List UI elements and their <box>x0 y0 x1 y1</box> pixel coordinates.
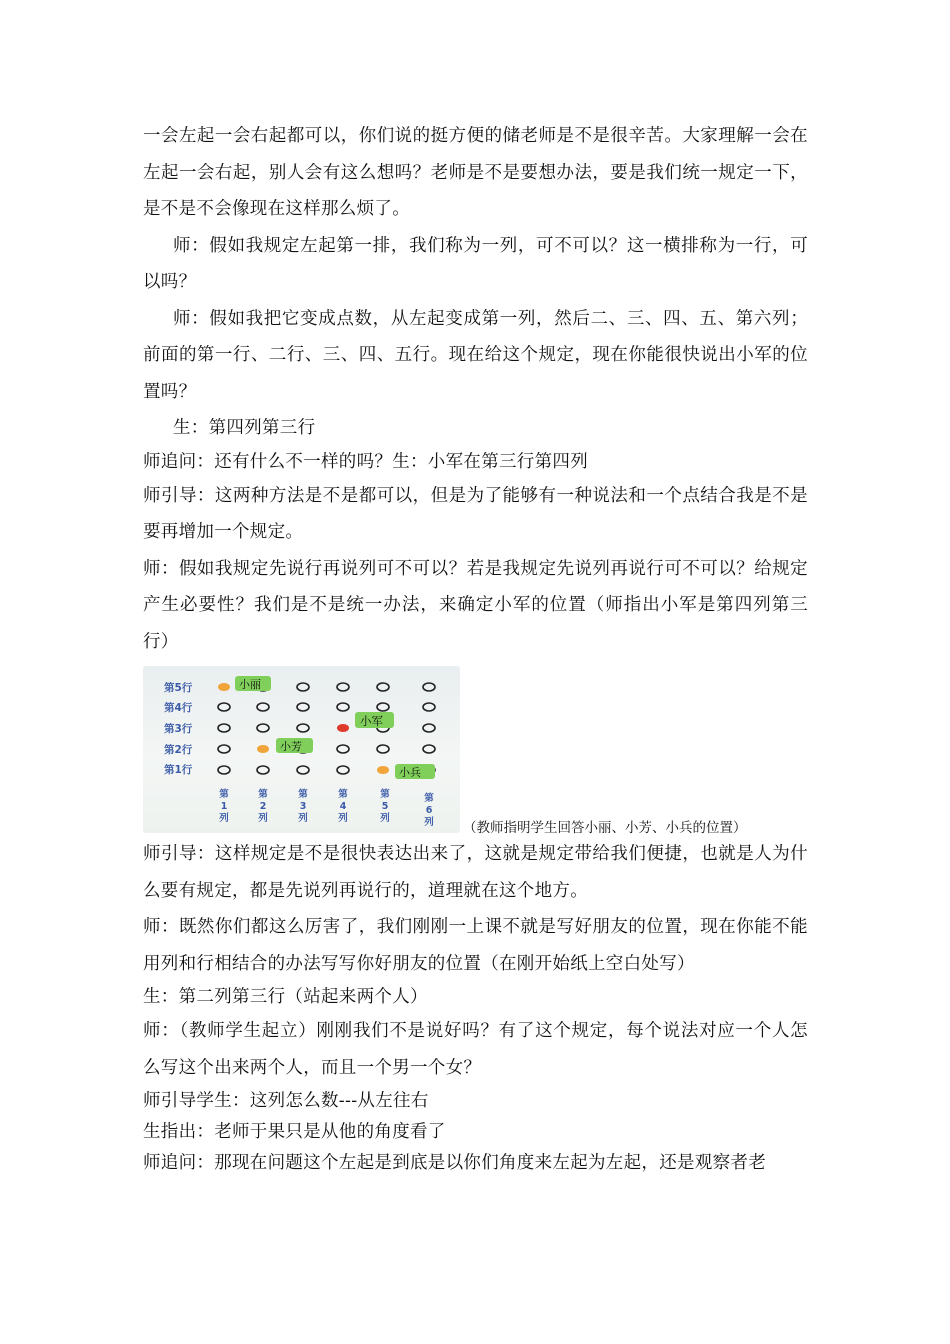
occupied-seat-dot <box>257 745 269 753</box>
name-tag-xiaobing <box>395 764 435 779</box>
paragraph-5: 师引导：这两种方法是不是都可以，但是为了能够有一种说法和一个点结合我是不是要再增加一个规定。 <box>143 485 808 542</box>
empty-seat-circle <box>218 745 230 753</box>
empty-seat-circle <box>257 766 269 774</box>
paragraph-13: 师追问：那现在问题这个左起是到底是以你们角度来左起为左起，还是观察者老 <box>143 1153 766 1173</box>
empty-seat-circle <box>337 703 349 711</box>
paragraph-12: 生指出：老师于果只是从他的角度看了 <box>143 1122 446 1142</box>
seating-grid-diagram <box>143 666 460 833</box>
empty-seat-circle <box>377 703 389 711</box>
empty-seat-circle <box>377 745 389 753</box>
name-tag-xiaofang <box>276 738 313 753</box>
paragraph-2: 师：假如我把它变成点数，从左起变成第一列，然后二、三、四、五、第六列；前面的第一行、二行、三、四、五行。现在给这个规定，现在你能很快说出小军的位置吗？ <box>143 308 808 402</box>
empty-seat-circle <box>423 683 435 691</box>
row-label: 第2行 <box>164 744 193 756</box>
row-label: 第3行 <box>164 723 193 735</box>
column-label: 第 6 列 <box>424 793 434 828</box>
name-tag-xiaoli <box>235 676 271 691</box>
paragraph-7: 师引导：这样规定是不是很快表达出来了，这就是规定带给我们便捷，也就是人为什么要有规定，都是先说列再说行的，道理就在这个地方。 <box>143 844 808 901</box>
paragraph-4: 师追问：还有什么不一样的吗？生：小军在第三行第四列 <box>143 451 588 472</box>
occupied-seat-dot <box>377 766 389 774</box>
figure-row <box>143 666 808 836</box>
empty-seat-circle <box>297 683 309 691</box>
empty-seat-circle <box>257 724 269 732</box>
paragraph-9: 生：第二列第三行（站起来两个人） <box>143 987 428 1007</box>
paragraph-10: 师：（教师学生起立）刚刚我们不是说好吗？有了这个规定，每个说法对应一个人怎么写这个出来两个人，而且一个男一个女？ <box>143 1021 808 1078</box>
empty-seat-circle <box>257 703 269 711</box>
empty-seat-circle <box>218 703 230 711</box>
empty-seat-circle <box>377 683 389 691</box>
figure-caption: （教师指明学生回答小丽、小芳、小兵的位置） <box>463 820 747 836</box>
empty-seat-circle <box>297 766 309 774</box>
column-label: 第 1 列 <box>219 789 229 824</box>
row-label: 第1行 <box>164 764 193 776</box>
paragraph-0: 一会左起一会右起都可以，你们说的挺方便的储老师是不是很辛苦。大家理解一会在左起一会右起，别人会有这么想吗？老师是不是要想办法，要是我们统一规定一下，是不是不会像现在这样那么烦了。 <box>143 126 808 219</box>
paragraph-6: 师：假如我规定先说行再说列可不可以？若是我规定先说列再说行可不可以？给规定产生必要性？我们是不是统一办法，来确定小军的位置（师指出小军是第四列第三行） <box>143 558 808 652</box>
column-label: 第 2 列 <box>258 789 268 824</box>
name-tag-xiaojun <box>355 712 394 728</box>
name-tag-text: 小军 <box>360 714 383 728</box>
document-page <box>143 118 808 1179</box>
occupied-seat-dot <box>218 683 230 691</box>
paragraph-11: 师引导学生：这列怎么数---从左往右 <box>143 1091 429 1111</box>
occupied-seat-dot <box>337 724 349 732</box>
empty-seat-circle <box>423 703 435 711</box>
column-label: 第 3 列 <box>298 789 308 824</box>
paragraph-8: 师：既然你们都这么厉害了，我们刚刚一上课不就是写好朋友的位置，现在你能不能用列和行相结合的办法写写你好朋友的位置（在刚开始纸上空白处写） <box>143 917 808 974</box>
row-label: 第4行 <box>164 702 193 714</box>
empty-seat-circle <box>423 724 435 732</box>
seating-grid-photo <box>143 666 460 833</box>
name-tag-text: 小丽 <box>239 678 261 691</box>
empty-seat-circle <box>337 683 349 691</box>
column-label: 第 5 列 <box>380 789 390 824</box>
paragraph-3: 生：第四列第三行 <box>173 418 316 438</box>
name-tag-text: 小兵 <box>399 766 421 779</box>
empty-seat-circle <box>297 703 309 711</box>
empty-seat-circle <box>218 766 230 774</box>
row-label: 第5行 <box>164 682 193 694</box>
empty-seat-circle <box>337 745 349 753</box>
paragraph-1: 师：假如我规定左起第一排，我们称为一列，可不可以？这一横排称为一行，可以吗？ <box>143 235 808 292</box>
column-label: 第 4 列 <box>338 789 348 824</box>
empty-seat-circle <box>423 745 435 753</box>
empty-seat-circle <box>218 724 230 732</box>
name-tag-text: 小芳 <box>280 740 302 753</box>
empty-seat-circle <box>297 724 309 732</box>
empty-seat-circle <box>337 766 349 774</box>
